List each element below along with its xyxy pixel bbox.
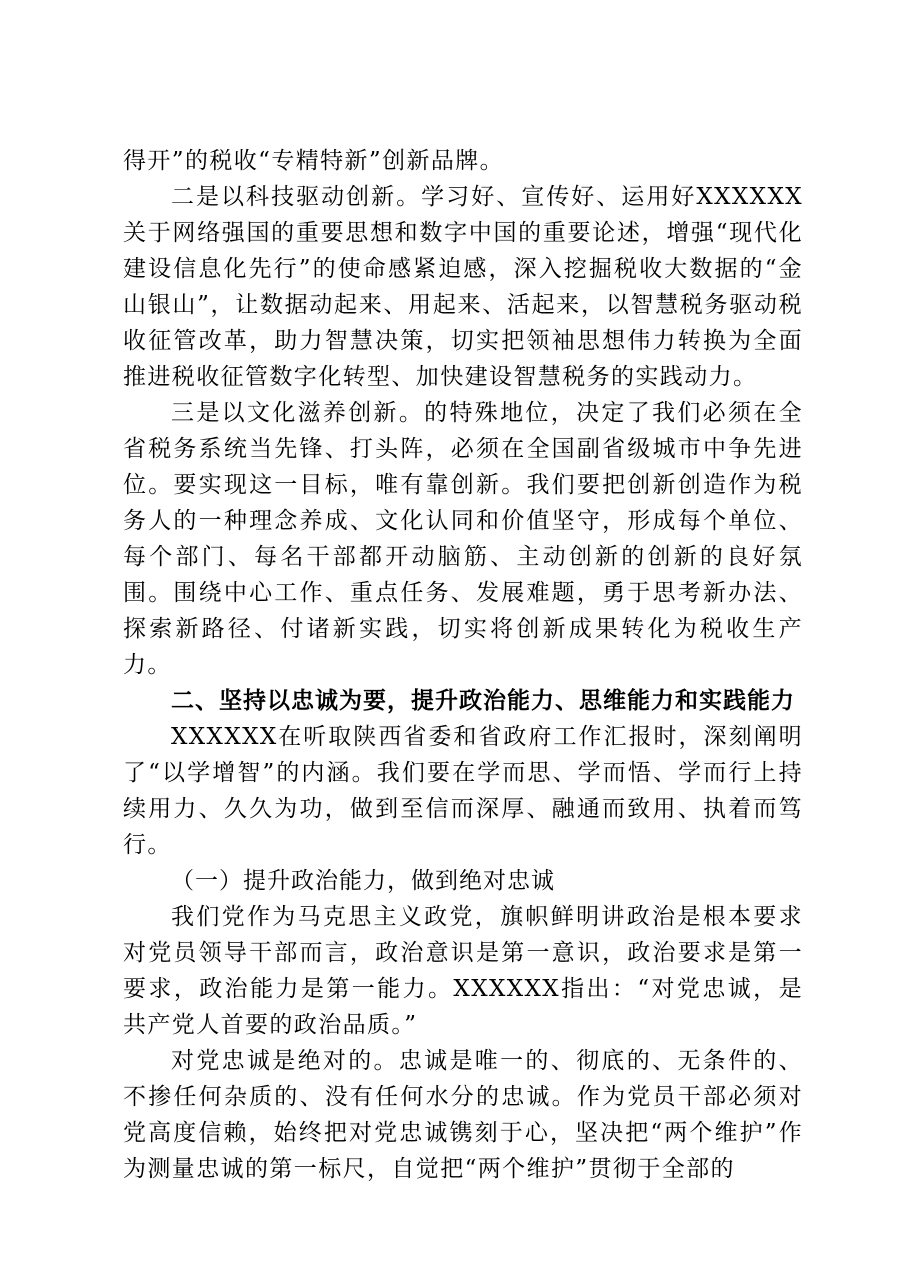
section-heading-loyalty: 二、坚持以忠诚为要，提升政治能力、思维能力和实践能力 — [171, 688, 795, 714]
subsection-heading-political-ability: （一）提升政治能力，做到绝对忠诚 — [171, 868, 555, 894]
document-body — [123, 143, 803, 1187]
paragraph-tech-innovation: 二是以科技驱动创新。学习好、宣传好、运用好XXXXXX关于网络强国的重要思想和数字中国的重要论述，增强“现代化建设信息化先行”的使命感紧迫感，深入挖掘税收大数据的“金山银山”，让数据动起来、用起来、活起来，以智慧税务驱动税收征管改革，助力智慧决策，切实把领袖思想伟力转换为全面推进税收征管数字化转型、加快建设智慧税务的实践动力。 — [123, 184, 803, 390]
paragraph-learning: XXXXXX在听取陕西省委和省政府工作汇报时，深刻阐明了“以学增智”的内涵。我们要在学而思、学而悟、学而行上持续用力、久久为功，做到至信而深厚、融通而致用、执着而笃行。 — [123, 724, 803, 858]
paragraph-absolute-loyalty: 对党忠诚是绝对的。忠诚是唯一的、彻底的、无条件的、不掺任何杂质的、没有任何水分的忠诚。作为党员干部必须对党高度信赖，始终把对党忠诚镌刻于心，坚决把“两个维护”作为测量忠诚的第一标尺，自觉把“两个维护”贯彻于全部的 — [123, 1048, 803, 1182]
paragraph-political-requirement: 我们党作为马克思主义政党，旗帜鲜明讲政治是根本要求对党员领导干部而言，政治意识是第一意识，政治要求是第一要求，政治能力是第一能力。XXXXXX指出：“对党忠诚，是共产党人首要的政治品质。” — [123, 904, 803, 1038]
paragraph-culture-innovation: 三是以文化滋养创新。的特殊地位，决定了我们必须在全省税务系统当先锋、打头阵，必须在全国副省级城市中争先进位。要实现这一目标，唯有靠创新。我们要把创新创造作为税务人的一种理念养成、文化认同和价值坚守，形成每个单位、每个部门、每名干部都开动脑筋、主动创新的创新的良好氛围。围绕中心工作、重点任务、发展难题，勇于思考新办法、探索新路径、付诸新实践，切实将创新成果转化为税收生产力。 — [123, 400, 803, 678]
paragraph-continuation: 得开”的税收“专精特新”创新品牌。 — [123, 148, 505, 174]
